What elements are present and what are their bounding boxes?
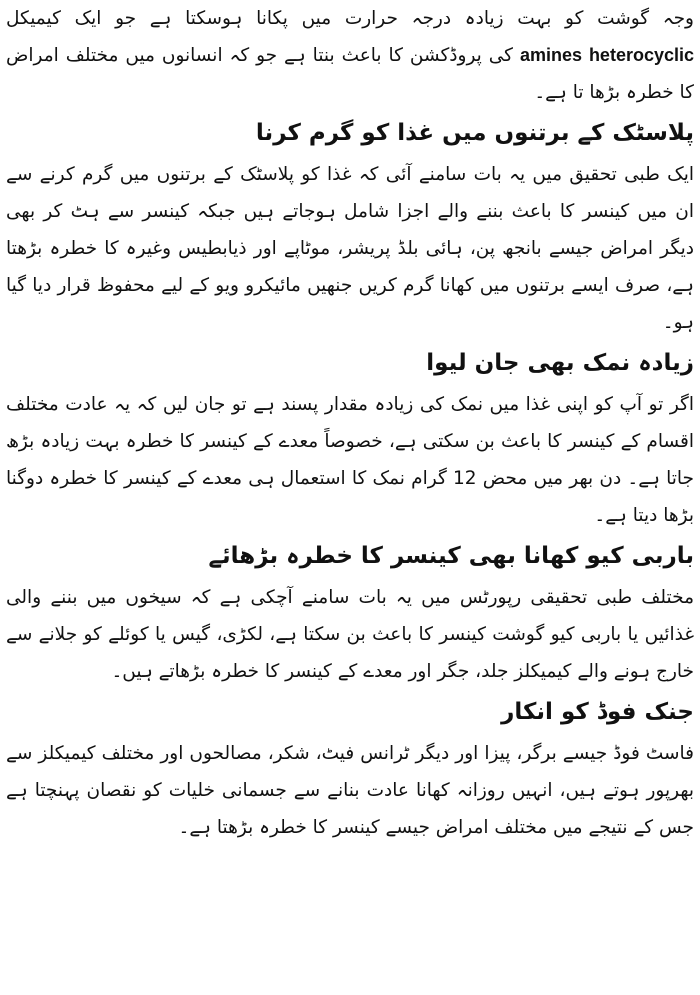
intro-text-1: وجہ گوشت کو بہت زیادہ درجہ حرارت میں پکانا ہوسکتا ہے جو ایک کیمیکل [6, 8, 694, 29]
chemical-term-heterocyclic: heterocyclic [588, 45, 694, 65]
section-body-excess-salt: اگر تو آپ کو اپنی غذا میں نمک کی زیادہ مقدار پسند ہے تو جان لیں کہ یہ عادت مختلف اقسام کے کینسر کا باعث بن سکتی ہے، خصوصاً معدے کے کینسر کا خطرہ بہت زیادہ بڑھ جاتا ہے۔ دن بھر میں محض 12 گرام نمک کا استعمال ہی معدے کے کینسر کا خطرہ دوگنا بڑھا دیتا ہے۔ [6, 394, 694, 526]
section-body-junk-food: فاسٹ فوڈ جیسے برگر، پیزا اور دیگر ٹرانس فیٹ، شکر، مصالحوں اور مختلف کیمیکلز سے بھرپور ہوتے ہیں، انہیں روزانہ کھانا عادت بنانے سے جسمانی خلیات کو نقصان پہنچتا ہے جس کے نتیجے میں مختلف امراض جیسے کینسر کا خطرہ بڑھتا ہے۔ [6, 743, 694, 838]
section-heading-plastic-containers: پلاسٹک کے برتنوں میں غذا کو گرم کرنا [255, 120, 694, 146]
intro-text-2: کی پروڈکشن کا باعث بنتا ہے جو کہ انسانوں میں مختلف امراض کا خطرہ بڑھا تا ہے۔ [6, 45, 694, 103]
intro-paragraph [6, 0, 694, 111]
section-heading-junk-food: جنک فوڈ کو انکار [501, 699, 694, 725]
section-heading-barbecue: باربی کیو کھانا بھی کینسر کا خطرہ بڑھائے [208, 543, 694, 569]
chemical-term-amines: amines [519, 45, 582, 65]
section-body-barbecue: مختلف طبی تحقیقی رپورٹس میں یہ بات سامنے آچکی ہے کہ سیخوں میں بننے والی غذائیں یا باربی کیو گوشت کینسر کا باعث بن سکتا ہے، لکڑی، گیس یا کوئلے کو جلانے سے خارج ہونے والے کیمیکلز جلد، جگر اور معدے کے کینسر کا خطرہ بڑھاتے ہیں۔ [6, 587, 694, 682]
section-heading-excess-salt: زیادہ نمک بھی جان لیوا [426, 350, 694, 376]
section-body-plastic-containers: ایک طبی تحقیق میں یہ بات سامنے آئی کہ غذا کو پلاسٹک کے برتنوں میں گرم کرنے سے ان میں کینسر کا باعث بننے والے اجزا شامل ہوجاتے ہیں جبکہ کینسر سے ہٹ کر بھی دیگر امراض جیسے بانجھ پن، ہائی بلڈ پریشر، موٹاپے اور ذیابطیس وغیرہ کا خطرہ بڑھتا ہے، صرف ایسے برتنوں میں کھانا گرم کریں جنھیں مائیکرو ویو کے لیے محفوظ قرار دیا گیا ہو۔ [6, 164, 694, 333]
